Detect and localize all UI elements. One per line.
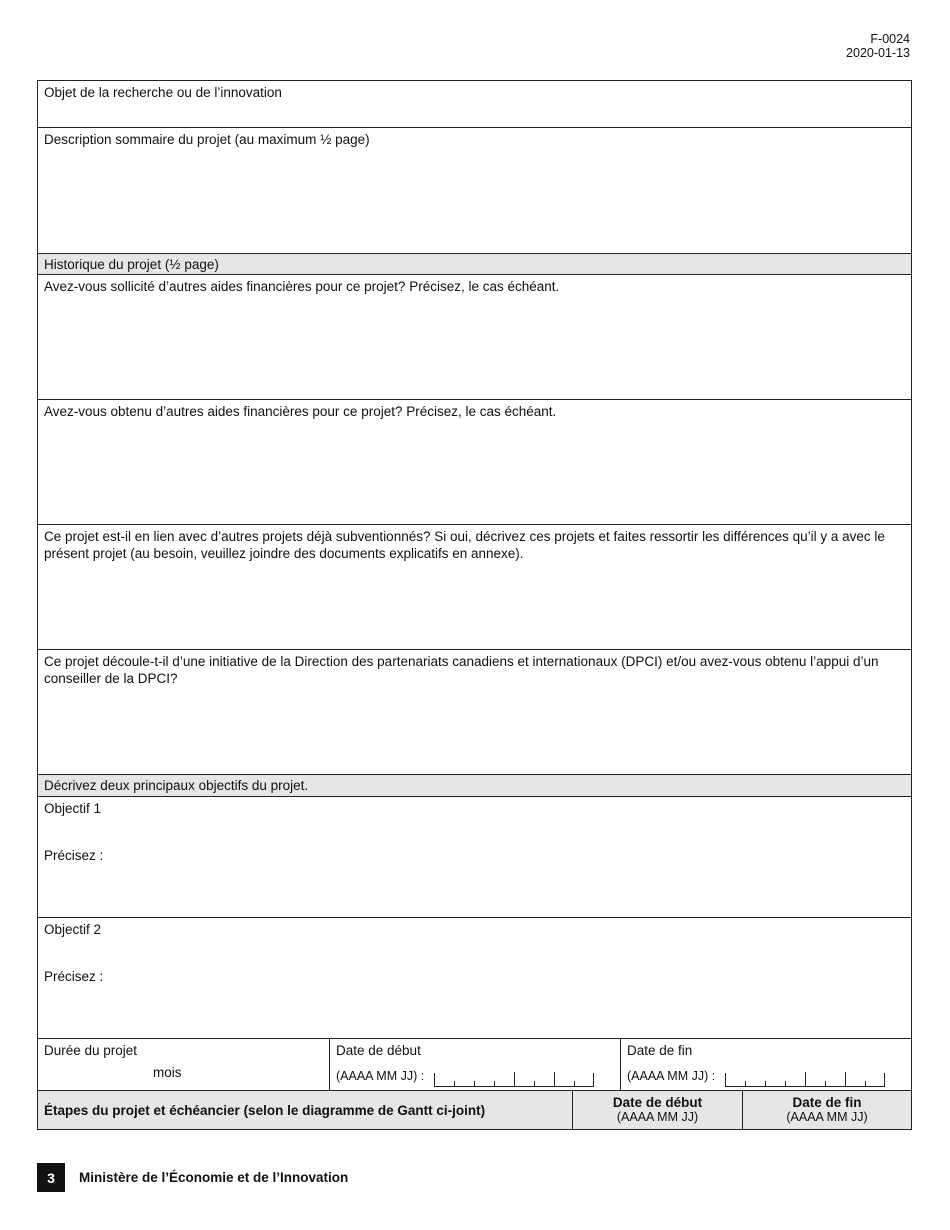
gantt-header-row — [38, 1091, 911, 1129]
objectifs-header — [38, 775, 911, 797]
start-date-format: (AAAA MM JJ) : — [336, 1069, 425, 1083]
gantt-title: Étapes du projet et échéancier (selon le diagramme de Gantt ci-joint) — [44, 1102, 486, 1118]
lien-question: Ce projet est-il en lien avec d’autres projets déjà subventionnés? Si oui, décrivez ces projets et faites ressortir les différences qu’il y a avec le présent projet (au besoin, veuillez joindre des documents explicatifs en annexe). — [44, 529, 885, 561]
historique-header — [38, 254, 911, 275]
form-code: F-0024 — [870, 32, 910, 46]
gantt-start-label: Date de début — [612, 1095, 703, 1110]
objet-field[interactable] — [38, 81, 911, 128]
obtenu-question: Avez-vous obtenu d’autres aides financières pour ce projet? Précisez, le cas échéant. — [44, 404, 557, 419]
historique-label: Historique du projet (½ page) — [44, 257, 219, 272]
start-date-input[interactable] — [434, 1073, 594, 1087]
sollicite-question: Avez-vous sollicité d’autres aides financières pour ce projet? Précisez, le cas échéant. — [44, 279, 560, 294]
dpci-field[interactable] — [38, 650, 911, 775]
obtenu-field[interactable] — [38, 400, 911, 525]
objectif2-precisez: Précisez : — [44, 969, 104, 984]
objectif2-field[interactable] — [38, 918, 911, 1039]
gantt-end-label: Date de fin — [792, 1095, 862, 1110]
duration-unit: mois — [153, 1065, 182, 1080]
duration-cell[interactable] — [38, 1039, 329, 1090]
start-date-cell — [329, 1039, 620, 1090]
end-date-label: Date de fin — [627, 1043, 693, 1058]
form-code-block — [846, 32, 910, 60]
objet-label: Objet de la recherche ou de l’innovation — [44, 85, 282, 100]
duration-label: Durée du projet — [44, 1043, 138, 1058]
description-label: Description sommaire du projet (au maximum ½ page) — [44, 132, 370, 147]
page-footer — [37, 1163, 348, 1192]
objectif1-label: Objectif 1 — [44, 801, 102, 816]
sollicite-field[interactable] — [38, 275, 911, 400]
project-form — [37, 80, 912, 1130]
end-date-cell — [620, 1039, 911, 1090]
objectifs-label: Décrivez deux principaux objectifs du projet. — [44, 778, 309, 793]
page-number: 3 — [37, 1163, 65, 1192]
objectif2-label: Objectif 2 — [44, 922, 102, 937]
start-date-label: Date de début — [336, 1043, 421, 1058]
gantt-title-cell — [38, 1091, 572, 1129]
gantt-end-format: (AAAA MM JJ) — [786, 1110, 868, 1124]
objectif1-precisez: Précisez : — [44, 848, 104, 863]
form-date: 2020-01-13 — [846, 46, 910, 60]
description-field[interactable] — [38, 128, 911, 254]
end-date-input[interactable] — [725, 1073, 885, 1087]
lien-field[interactable] — [38, 525, 911, 650]
end-date-format: (AAAA MM JJ) : — [627, 1069, 716, 1083]
duration-row — [38, 1039, 911, 1091]
objectif1-field[interactable] — [38, 797, 911, 918]
dpci-question: Ce projet découle-t-il d’une initiative de la Direction des partenariats canadiens et internationaux (DPCI) et/ou avez-vous obtenu l’appui d’un conseiller de la DPCI? — [44, 654, 879, 686]
ministry-name: Ministère de l’Économie et de l’Innovation — [79, 1170, 349, 1185]
gantt-start-cell — [572, 1091, 742, 1129]
gantt-end-cell — [742, 1091, 911, 1129]
gantt-start-format: (AAAA MM JJ) — [616, 1110, 699, 1124]
